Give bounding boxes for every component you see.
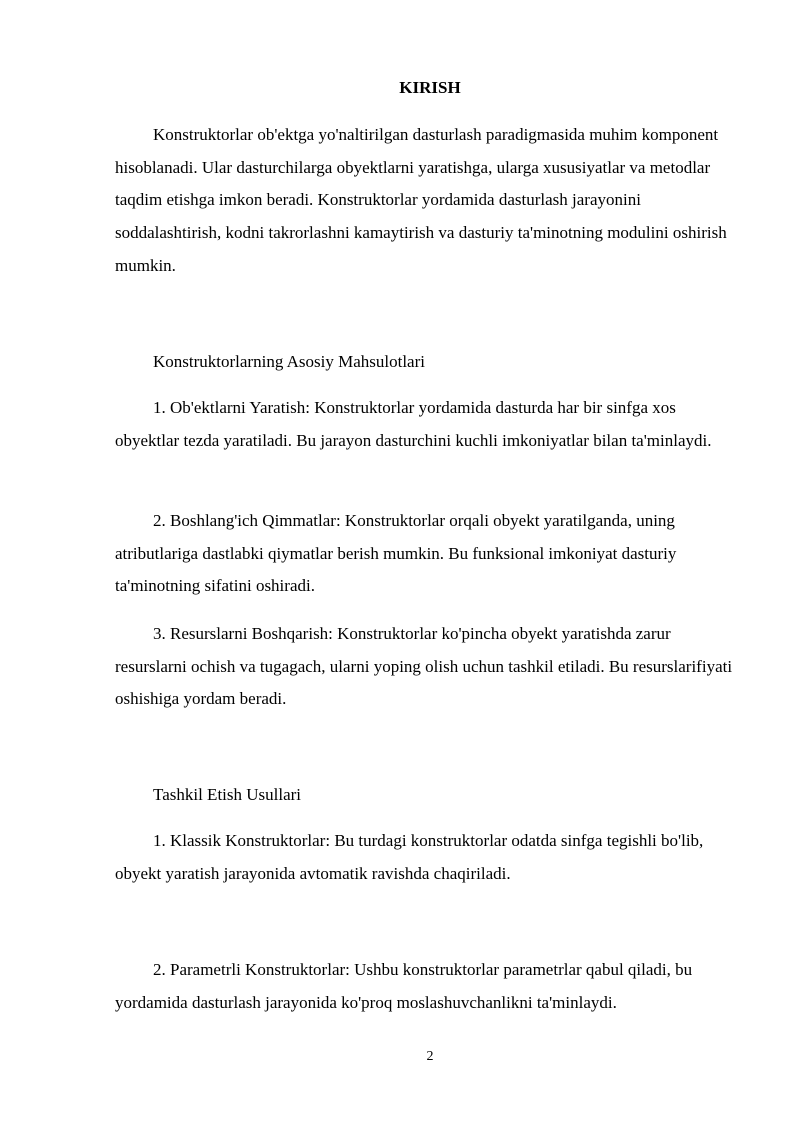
list-item: 1. Ob'ektlarni Yaratish: Konstruktorlar yordamida dasturda har bir sinfga xos obyektlar tezda yaratiladi. Bu jarayon dasturchini kuchli imkoniyatlar bilan ta'minlaydi. [115, 398, 712, 450]
intro-paragraph: Konstruktorlar ob'ektga yo'naltirilgan dasturlash paradigmasida muhim komponent hisoblanadi. Ular dasturchilarga obyektlarni yaratishga, ularga xususiyatlar va metodlar taqdim etishga imkon beradi. Konstruktorlar yordamida dasturlash jarayonini soddalashtirish, kodni takrorlashni kamaytirish va dasturiy ta'minotning modulini oshirish mumkin. [115, 125, 727, 275]
list-item: 2. Parametrli Konstruktorlar: Ushbu konstruktorlar parametrlar qabul qiladi, bu yordamida dasturlash jarayonida ko'proq moslashuvchanlikni ta'minlaydi. [115, 960, 693, 1012]
page-number: 2 [426, 1049, 434, 1064]
list-item: 3. Resurslarni Boshqarish: Konstruktorlar ko'pincha obyekt yaratishda zarur resurslarni ochish va tugagach, ularni yoping olish uchun tashkil etiladi. Bu resurslarifiyati oshishiga yordam beradi. [115, 624, 733, 709]
section-heading-main-products: Konstruktorlarning Asosiy Mahsulotlari [153, 352, 425, 371]
page-title: KIRISH [399, 78, 461, 97]
list-item: 2. Boshlang'ich Qimmatlar: Konstruktorlar orqali obyekt yaratilganda, uning atributlariga dastlabki qiymatlar berish mumkin. Bu funksional imkoniyat dasturiy ta'minotning sifatini oshiradi. [115, 511, 677, 596]
section-heading-organization-methods: Tashkil Etish Usullari [153, 785, 302, 804]
list-item: 1. Klassik Konstruktorlar: Bu turdagi konstruktorlar odatda sinfga tegishli bo'lib, obyekt yaratish jarayonida avtomatik ravishda chaqiriladi. [115, 831, 704, 883]
